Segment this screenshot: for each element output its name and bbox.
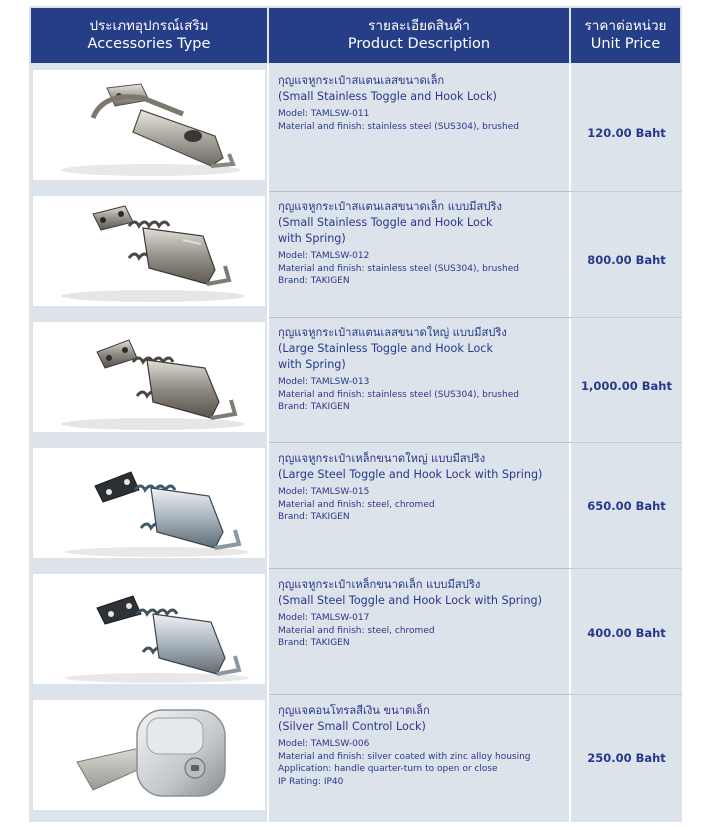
- header-product-description-th: รายละเอียดสินค้า: [368, 18, 470, 34]
- product-description-tamlsw-017: [278, 577, 568, 650]
- product-description-tamlsw-012: [278, 199, 568, 288]
- product-description-tamlsw-006: [278, 703, 568, 788]
- row-divider: [571, 191, 682, 192]
- product-image-tamlsw-011: [33, 70, 265, 180]
- product-brand: Brand: TAKIGEN: [278, 276, 350, 287]
- product-model: Model: TAMLSW-012: [278, 251, 370, 261]
- header-unit-price-en: Unit Price: [590, 36, 661, 52]
- header-unit-price: [571, 8, 680, 63]
- product-description-tamlsw-011: [278, 73, 568, 133]
- row-divider: [269, 694, 571, 695]
- row-divider: [571, 694, 682, 695]
- unit-price-tamlsw-011: 120.00 Baht: [587, 126, 666, 140]
- product-material: Material and finish: stainless steel (SUS304), brushed: [278, 389, 519, 400]
- row-divider: [269, 568, 571, 569]
- product-name-th: กุญแจหูกระเป๋าสแตนเลสขนาดเล็ก แบบมีสปริง: [278, 200, 502, 213]
- product-model: Model: TAMLSW-006: [278, 739, 370, 749]
- product-image-tamlsw-017: [33, 574, 265, 684]
- accessories-price-table: [29, 6, 682, 822]
- product-name-th: กุญแจคอนโทรลสีเงิน ขนาดเล็ก: [278, 704, 430, 717]
- row-divider: [571, 317, 682, 318]
- product-application: Application: handle quarter-turn to open or close: [278, 764, 498, 775]
- spring-toggle-lock-icon: [33, 196, 265, 306]
- column-divider: [569, 64, 571, 822]
- stainless-toggle-hook-lock-icon: [33, 70, 265, 180]
- product-name-en: (Small Steel Toggle and Hook Lock with Spring): [278, 594, 543, 607]
- spring-toggle-lock-icon: [33, 574, 265, 684]
- product-image-tamlsw-015: [33, 448, 265, 558]
- product-name-th: กุญแจหูกระเป๋าสแตนเลสขนาดใหญ่ แบบมีสปริง: [278, 326, 507, 339]
- unit-price-tamlsw-012: 800.00 Baht: [587, 253, 666, 267]
- product-name-en: (Silver Small Control Lock): [278, 720, 426, 733]
- header-accessories-type-en: Accessories Type: [87, 36, 211, 52]
- product-image-tamlsw-013: [33, 322, 265, 432]
- unit-price-tamlsw-017: 400.00 Baht: [587, 626, 666, 640]
- product-image-tamlsw-012: [33, 196, 265, 306]
- product-name-th: กุญแจหูกระเป๋าสแตนเลสขนาดเล็ก: [278, 74, 445, 87]
- unit-price-tamlsw-013: 1,000.00 Baht: [581, 379, 672, 393]
- row-divider: [269, 317, 571, 318]
- row-divider: [571, 442, 682, 443]
- header-accessories-type: [31, 8, 267, 63]
- product-name-en: (Small Stainless Toggle and Hook Lock): [278, 90, 497, 103]
- header-product-description: [269, 8, 569, 63]
- unit-price-tamlsw-015: 650.00 Baht: [587, 499, 666, 513]
- spring-toggle-lock-icon: [33, 448, 265, 558]
- product-name-en: (Small Stainless Toggle and Hook Lock with Spring): [278, 216, 493, 245]
- header-unit-price-th: ราคาต่อหน่วย: [584, 18, 667, 34]
- product-ip-rating: IP Rating: IP40: [278, 776, 344, 787]
- product-material: Material and finish: stainless steel (SUS304), brushed: [278, 263, 519, 274]
- product-name-th: กุญแจหูกระเป๋าเหล็กขนาดเล็ก แบบมีสปริง: [278, 578, 481, 591]
- unit-price-tamlsw-006: 250.00 Baht: [587, 751, 666, 765]
- product-brand: Brand: TAKIGEN: [278, 512, 350, 523]
- row-divider: [269, 191, 571, 192]
- product-model: Model: TAMLSW-011: [278, 109, 370, 119]
- product-model: Model: TAMLSW-013: [278, 377, 370, 387]
- header-accessories-type-th: ประเภทอุปกรณ์เสริม: [89, 18, 209, 34]
- product-description-tamlsw-015: [278, 451, 568, 524]
- product-name-th: กุญแจหูกระเป๋าเหล็กขนาดใหญ่ แบบมีสปริง: [278, 452, 486, 465]
- header-product-description-en: Product Description: [347, 36, 491, 52]
- product-material: Material and finish: stainless steel (SUS304), brushed: [278, 121, 519, 132]
- product-material: Material and finish: steel, chromed: [278, 625, 435, 636]
- product-model: Model: TAMLSW-015: [278, 487, 370, 497]
- product-description-tamlsw-013: [278, 325, 568, 414]
- spring-toggle-lock-icon: [33, 322, 265, 432]
- product-image-tamlsw-006: [33, 700, 265, 810]
- product-material: Material and finish: steel, chromed: [278, 499, 435, 510]
- row-divider: [571, 568, 682, 569]
- column-divider: [267, 64, 269, 822]
- product-model: Model: TAMLSW-017: [278, 613, 370, 623]
- control-lock-icon: [33, 700, 265, 810]
- product-name-en: (Large Stainless Toggle and Hook Lock with Spring): [278, 342, 493, 371]
- row-divider: [269, 442, 571, 443]
- product-brand: Brand: TAKIGEN: [278, 638, 350, 649]
- product-brand: Brand: TAKIGEN: [278, 402, 350, 413]
- product-material: Material and finish: silver coated with zinc alloy housing: [278, 751, 531, 762]
- product-name-en: (Large Steel Toggle and Hook Lock with Spring): [278, 468, 543, 481]
